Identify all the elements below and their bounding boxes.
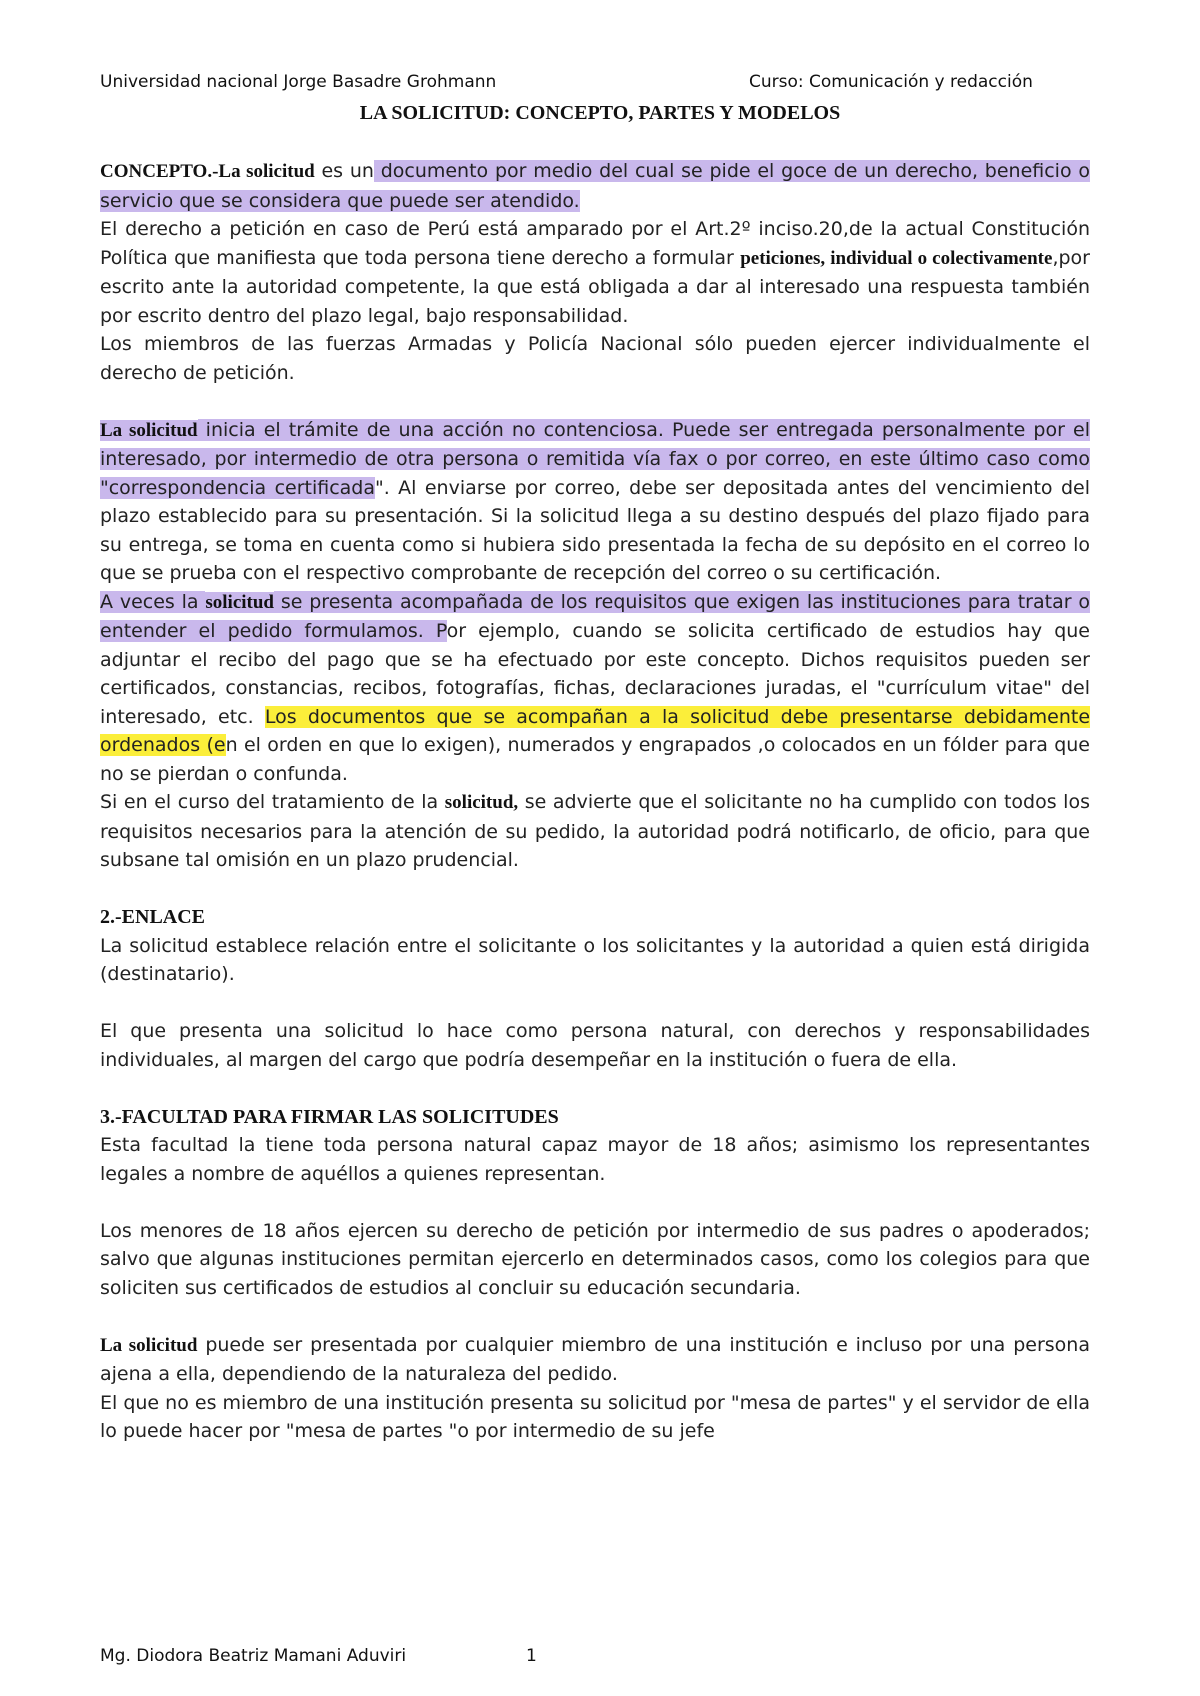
- concepto-la: La: [218, 161, 247, 182]
- subsanar-bold-solicitud: solicitud,: [444, 792, 519, 813]
- facultad-paragraph-1: Esta facultad la tiene toda persona natural capaz mayor de 18 años; asimismo los representantes legales a nombre de aquéllos a quienes representan.: [100, 1134, 1090, 1185]
- requisitos-bold-solicitud: solicitud: [205, 591, 274, 613]
- requisitos-highlight-a: A veces la: [100, 590, 206, 613]
- tramite-bold-solicitud: La solicitud: [100, 419, 198, 441]
- enlace-paragraph-2: El que presenta una solicitud lo hace como persona natural, con derechos y responsabilidades individuales, al margen del cargo que podría desempeñar en la institución o fuera de ella.: [100, 1020, 1090, 1071]
- facultad-text-3: puede ser presentada por cualquier miembro de una institución e incluso por una persona ajena a ella, dependiendo de la naturaleza del pedido.: [100, 1333, 1090, 1385]
- facultad-paragraph-2: Los menores de 18 años ejercen su derecho de petición por intermedio de sus padres o apoderados; salvo que algunas instituciones permitan ejercerlo en determinados casos, como los colegios para que soliciten sus certificados de estudios al concluir su educación secundaria.: [100, 1219, 1090, 1299]
- requisitos-text: or ejemplo, cuando se solicita certificado de estudios hay que adjuntar el recibo del pago que se ha efectuado por este concepto. Dichos requisitos pueden ser certificados, constancias, recibos, fotografías, fichas, declaraciones juradas, el "currículum vitae" del interesado, etc.: [100, 620, 1090, 728]
- derecho-text-a: El derecho a petición en caso de Perú está amparado por el Art.2º inciso.20,de la actual Constitución Política que manifiesta que toda persona tiene derecho a formular: [100, 218, 1090, 269]
- enlace-paragraph-1: La solicitud establece relación entre el solicitante o los solicitantes y la autoridad a quien está dirigida (destinatario).: [100, 934, 1090, 985]
- concepto-paragraph: [100, 157, 1090, 215]
- derecho-peticion-paragraph: [100, 215, 1090, 330]
- subsanar-text-a: Si en el curso del tratamiento de la: [100, 791, 445, 813]
- document-body: [100, 157, 1090, 1446]
- documentos-yellow-highlight: Los documentos que se acompañan a la solicitud debe presentarse debidamente ordenados (e: [100, 705, 1091, 756]
- fuerzas-armadas-paragraph: Los miembros de las fuerzas Armadas y Policía Nacional sólo pueden ejercer individualmente el derecho de petición.: [100, 333, 1090, 384]
- facultad-paragraph-3: [100, 1331, 1090, 1389]
- facultad-heading: 3.-FACULTAD PARA FIRMAR LAS SOLICITUDES: [100, 1105, 559, 1128]
- footer-page-number: 1: [526, 1646, 537, 1666]
- header-course: Curso: Comunicación y redacción: [749, 72, 1033, 92]
- documentos-text: n el orden en que lo exigen), numerados y engrapados ,o colocados en un fólder para que no se pierdan o confunda.: [100, 734, 1090, 785]
- facultad-paragraph-4: El que no es miembro de una institución presenta su solicitud por "mesa de partes" y el servidor de ella lo puede hacer por "mesa de partes "o por intermedio de su jefe: [100, 1391, 1090, 1442]
- concepto-definition-highlight: documento por medio del cual se pide el goce de un derecho, beneficio o servicio que se considera que puede ser atendido.: [100, 160, 1090, 212]
- concepto-es-un: es un: [314, 160, 374, 182]
- requisitos-paragraph: [100, 588, 1090, 789]
- tramite-highlight: inicia el trámite de una acción no contenciosa. Puede ser entregada personalmente por el interesado, por intermedio de otra persona o remitida vía fax o por correo, en este último caso como "correspondencia certificada: [100, 418, 1090, 499]
- requisitos-highlight-b: se presenta acompañada de los requisitos que exigen las instituciones para tratar o entender el pedido formulamos. P: [100, 590, 1090, 642]
- facultad-bold-solicitud: La solicitud: [100, 1334, 198, 1356]
- peticiones-bold: peticiones, individual o colectivamente: [740, 247, 1053, 269]
- header-university: Universidad nacional Jorge Basadre Grohmann: [100, 72, 497, 92]
- concepto-term: solicitud: [246, 161, 315, 182]
- subsanar-paragraph: [100, 788, 1090, 875]
- subsanar-text-b: se advierte que el solicitante no ha cumplido con todos los requisitos necesarios para la atención de su pedido, la autoridad podrá notificarlo, de oficio, para que subsane tal omisión en un plazo prudencial.: [100, 791, 1090, 871]
- footer-author: Mg. Diodora Beatriz Mamani Aduviri: [100, 1646, 407, 1666]
- tramite-text: ". Al enviarse por correo, debe ser depositada antes del vencimiento del plazo establecido para su presentación. Si la solicitud llega a su destino después del plazo fijado para su entrega, se toma en cuenta como si hubiera sido presentada la fecha de su depósito en el correo lo que se prueba con el respectivo comprobante de recepción del correo o su certificación.: [100, 476, 1090, 584]
- enlace-heading: 2.-ENLACE: [100, 906, 206, 928]
- derecho-text-c: ,por escrito ante la autoridad competente, la que está obligada a dar al interesado una respuesta también por escrito dentro del plazo legal, bajo responsabilidad.: [100, 246, 1090, 327]
- concepto-sep: .-: [207, 161, 219, 182]
- tramite-paragraph: [100, 416, 1090, 588]
- document-title: LA SOLICITUD: CONCEPTO, PARTES Y MODELOS: [359, 102, 841, 124]
- concepto-label: CONCEPTO: [100, 161, 208, 182]
